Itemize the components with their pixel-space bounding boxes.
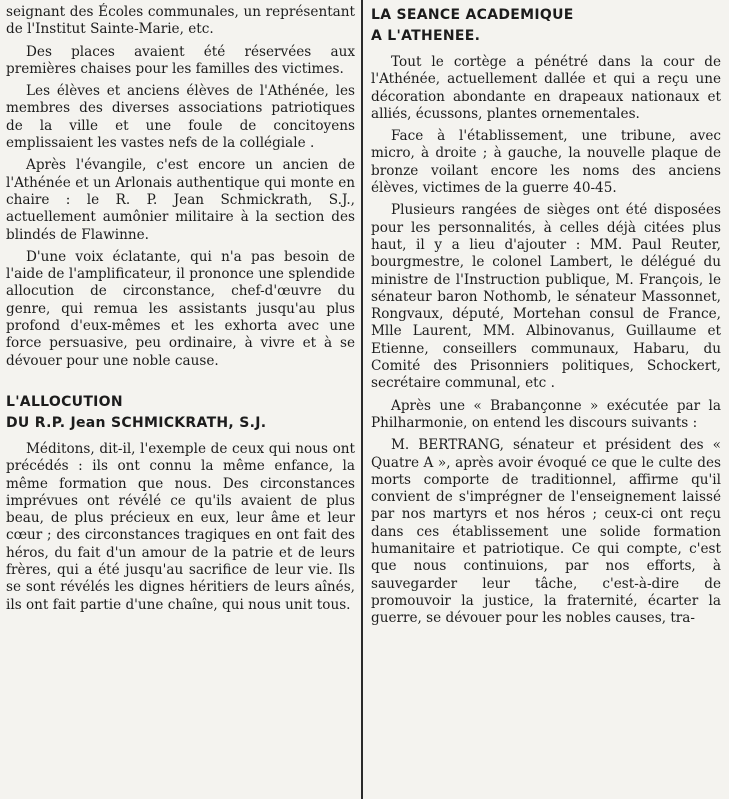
section-subheading: A L'ATHENEE. xyxy=(371,28,481,44)
section-subheading: DU R.P. Jean SCHMICKRATH, S.J. xyxy=(6,414,267,431)
paragraph: Méditons, dit-il, l'exemple de ceux qui nous ont précédés : ils ont connu la même enfance, la même formation que nous. Des circonstances imprévues ont révélé ce qu'ils avaient de plus beau, de plus précieux en eux, leur âme et leur cœur ; des circonstances tragiques en ont fait des héros, du fait d'un amour de la patrie et de leurs frères, qui a été jusqu'au sacrifice de leur vie. Ils se sont révélés les dignes héritiers de leurs aînés, ils ont fait partie d'une chaîne, qui nous unit tous. xyxy=(6,440,355,613)
paragraph: Face à l'établissement, une tribune, avec micro, à droite ; à gauche, la nouvelle plaque de bronze voilant encore les noms des anciens élèves, victimes de la guerre 40-45. xyxy=(371,128,721,197)
right-column xyxy=(363,0,729,799)
paragraph: M. BERTRANG, sénateur et président des « Quatre A », après avoir évoqué ce que le culte des morts comporte de traditionnel, affirme qu'il convient de s'imprégner de l'enseignement laissé par nos martyrs et nos héros ; ceux-ci ont reçu dans ces établissement une solide formation humanitaire et patriotique. Ce qui compte, c'est que nous continuions, par nos efforts, à sauvegarder leur tâche, c'est-à-dire de promouvoir la justice, la fraternité, écarter la guerre, se dévouer pour les nobles causes, tra- xyxy=(371,437,721,627)
paragraph: D'une voix éclatante, qui n'a pas besoin de l'aide de l'amplificateur, il prononce une splendide allocution de circonstance, chef-d'œuvre du genre, qui remua les assistants jusqu'au plus profond d'eux-mêmes et les exhorta avec une force persuasive, peu ordinaire, à vivre et à se dévouer pour une noble cause. xyxy=(6,248,355,369)
left-column xyxy=(0,0,361,799)
paragraph: Plusieurs rangées de sièges ont été disposées pour les personnalités, à celles déjà citées plus haut, il y a lieu d'ajouter : MM. Paul Reuter, bourgmestre, le colonel Lambert, le délégué du ministre de l'Instruction publique, M. François, le sénateur baron Nothomb, le sénateur Massonnet, Rongvaux, député, Mortehan consul de France, Mlle Laurent, MM. Albinovanus, Guillaume et Etienne, conseillers communaux, Habaru, du Comité des Prisonniers politiques, Schockert, secrétaire communal, etc . xyxy=(371,202,721,392)
paragraph: Après l'évangile, c'est encore un ancien de l'Athénée et un Arlonais authentique qui monte en chaire : le R. P. Jean Schmickrath, S.J., actuellement aumônier militaire à la section des blindés de Flawinne. xyxy=(6,157,355,243)
paragraph: Après une « Brabançonne » exécutée par la Philharmonie, on entend les discours suivants : xyxy=(371,397,721,431)
paragraph: Des places avaient été réservées aux premières chaises pour les familles des victimes. xyxy=(6,43,355,77)
paragraph: Les élèves et anciens élèves de l'Athénée, les membres des diverses associations patriotiques de la ville et une foule de concitoyens emplissaient les vastes nefs de la collégiale . xyxy=(6,83,355,152)
section-heading: L'ALLOCUTION xyxy=(6,393,123,410)
paragraph: Tout le cortège a pénétré dans la cour de l'Athénée, actuellement dallée et qui a reçu une décoration abondante en drapeaux nationaux et alliés, écussons, plantes ornementales. xyxy=(371,54,721,122)
section-heading: LA SEANCE ACADEMIQUE xyxy=(371,7,574,23)
paragraph: seignant des Écoles communales, un représentant de l'Institut Sainte-Marie, etc. xyxy=(6,4,355,38)
